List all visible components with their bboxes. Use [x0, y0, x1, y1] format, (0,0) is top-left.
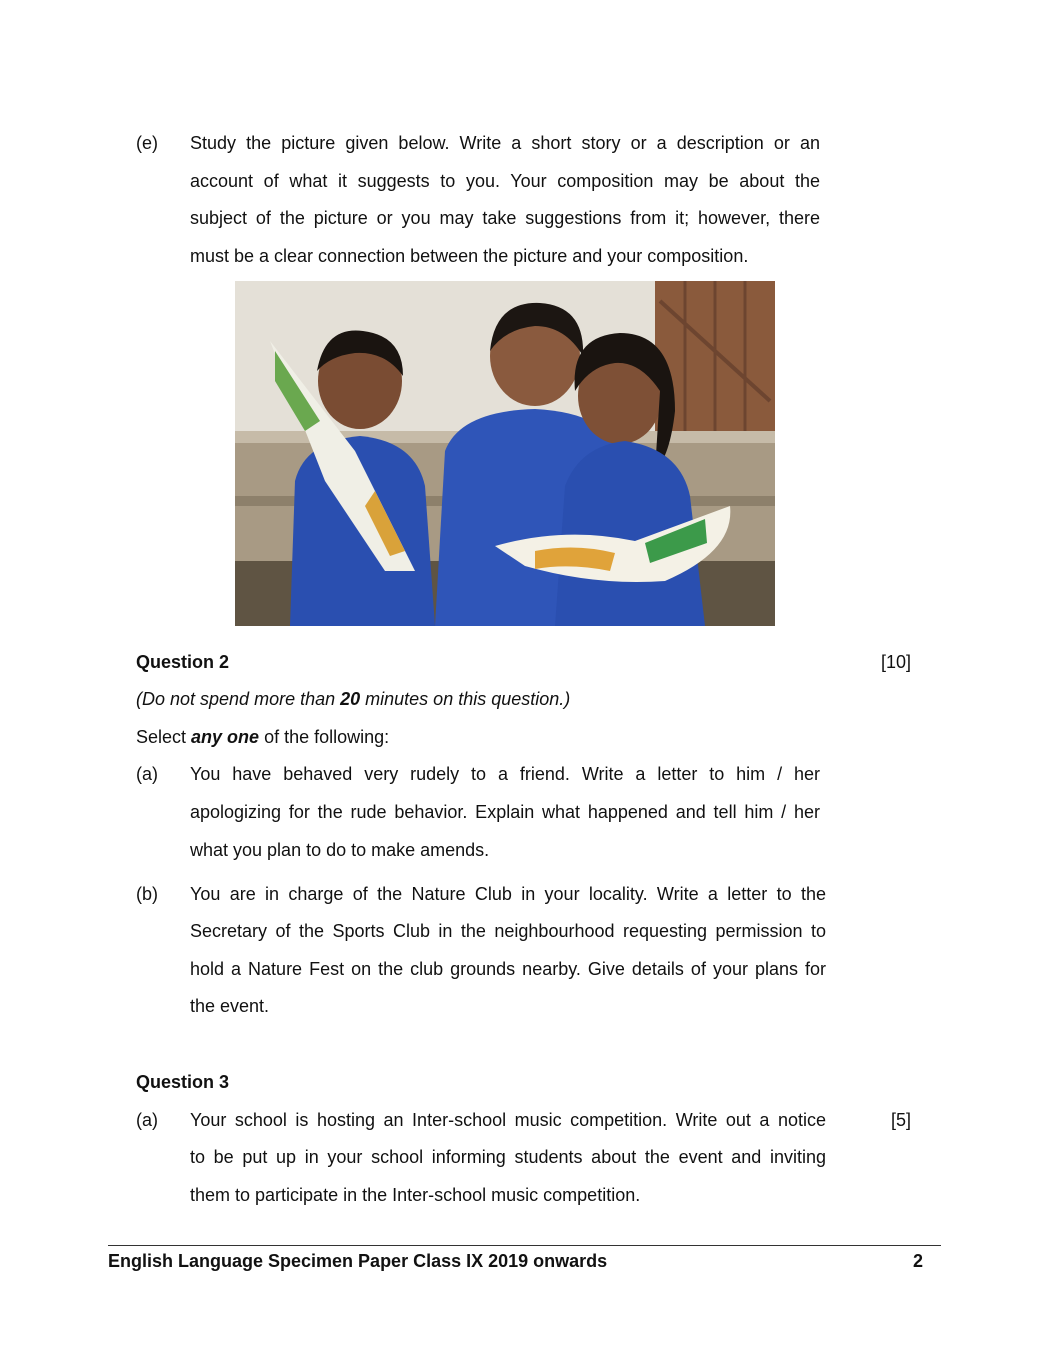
option-line: You have behaved very rudely to a friend. Write a letter to him / her: [190, 764, 820, 784]
option-marker: (b): [136, 884, 158, 904]
selection-text: of the following:: [259, 727, 390, 747]
instruction-line: Study the picture given below. Write a short story or a description or an: [190, 133, 820, 153]
footer-title: English Language Specimen Paper Class IX 2019 onwards: [108, 1251, 608, 1271]
time-limit-number: 20: [340, 689, 361, 709]
selection-emphasis: any one: [191, 727, 260, 747]
marks-label: [5]: [890, 1110, 911, 1130]
option-line: the event.: [190, 996, 270, 1016]
question-line: Your school is hosting an Inter-school music competition. Write out a notice: [190, 1110, 826, 1130]
option-line: apologizing for the rude behavior. Explain what happened and tell him / her: [190, 802, 820, 822]
selection-text: Select: [136, 727, 192, 747]
page-number: 2: [912, 1251, 923, 1271]
option-line: Secretary of the Sports Club in the neighbourhood requesting permission to: [190, 921, 826, 941]
question-heading: Question 3: [136, 1072, 230, 1092]
question-line: to be put up in your school informing students about the event and inviting: [190, 1147, 826, 1167]
instruction-line: subject of the picture or you may take suggestions from it; however, there: [190, 208, 820, 228]
time-instruction-text: minutes on this question.): [360, 689, 571, 709]
question-line: them to participate in the Inter-school music competition.: [190, 1185, 641, 1205]
footer-divider: [108, 1245, 941, 1246]
option-marker: (a): [136, 764, 158, 784]
time-instruction-text: (Do not spend more than: [136, 689, 341, 709]
option-line: hold a Nature Fest on the club grounds nearby. Give details of your plans for: [190, 959, 826, 979]
instruction-line: must be a clear connection between the picture and your composition.: [190, 246, 749, 266]
option-line: what you plan to do to make amends.: [190, 840, 490, 860]
question-heading: Question 2: [136, 652, 230, 672]
marks-label: [10]: [880, 652, 911, 672]
option-line: You are in charge of the Nature Club in your locality. Write a letter to the: [190, 884, 826, 904]
time-instruction: [136, 689, 570, 710]
instruction-line: account of what it suggests to you. Your composition may be about the: [190, 171, 820, 191]
selection-instruction: [136, 727, 389, 748]
girls-reading-illustration: [235, 281, 775, 626]
question-part-marker: (a): [136, 1110, 158, 1130]
question-part-marker: (e): [136, 133, 158, 153]
composition-picture: [235, 281, 775, 626]
